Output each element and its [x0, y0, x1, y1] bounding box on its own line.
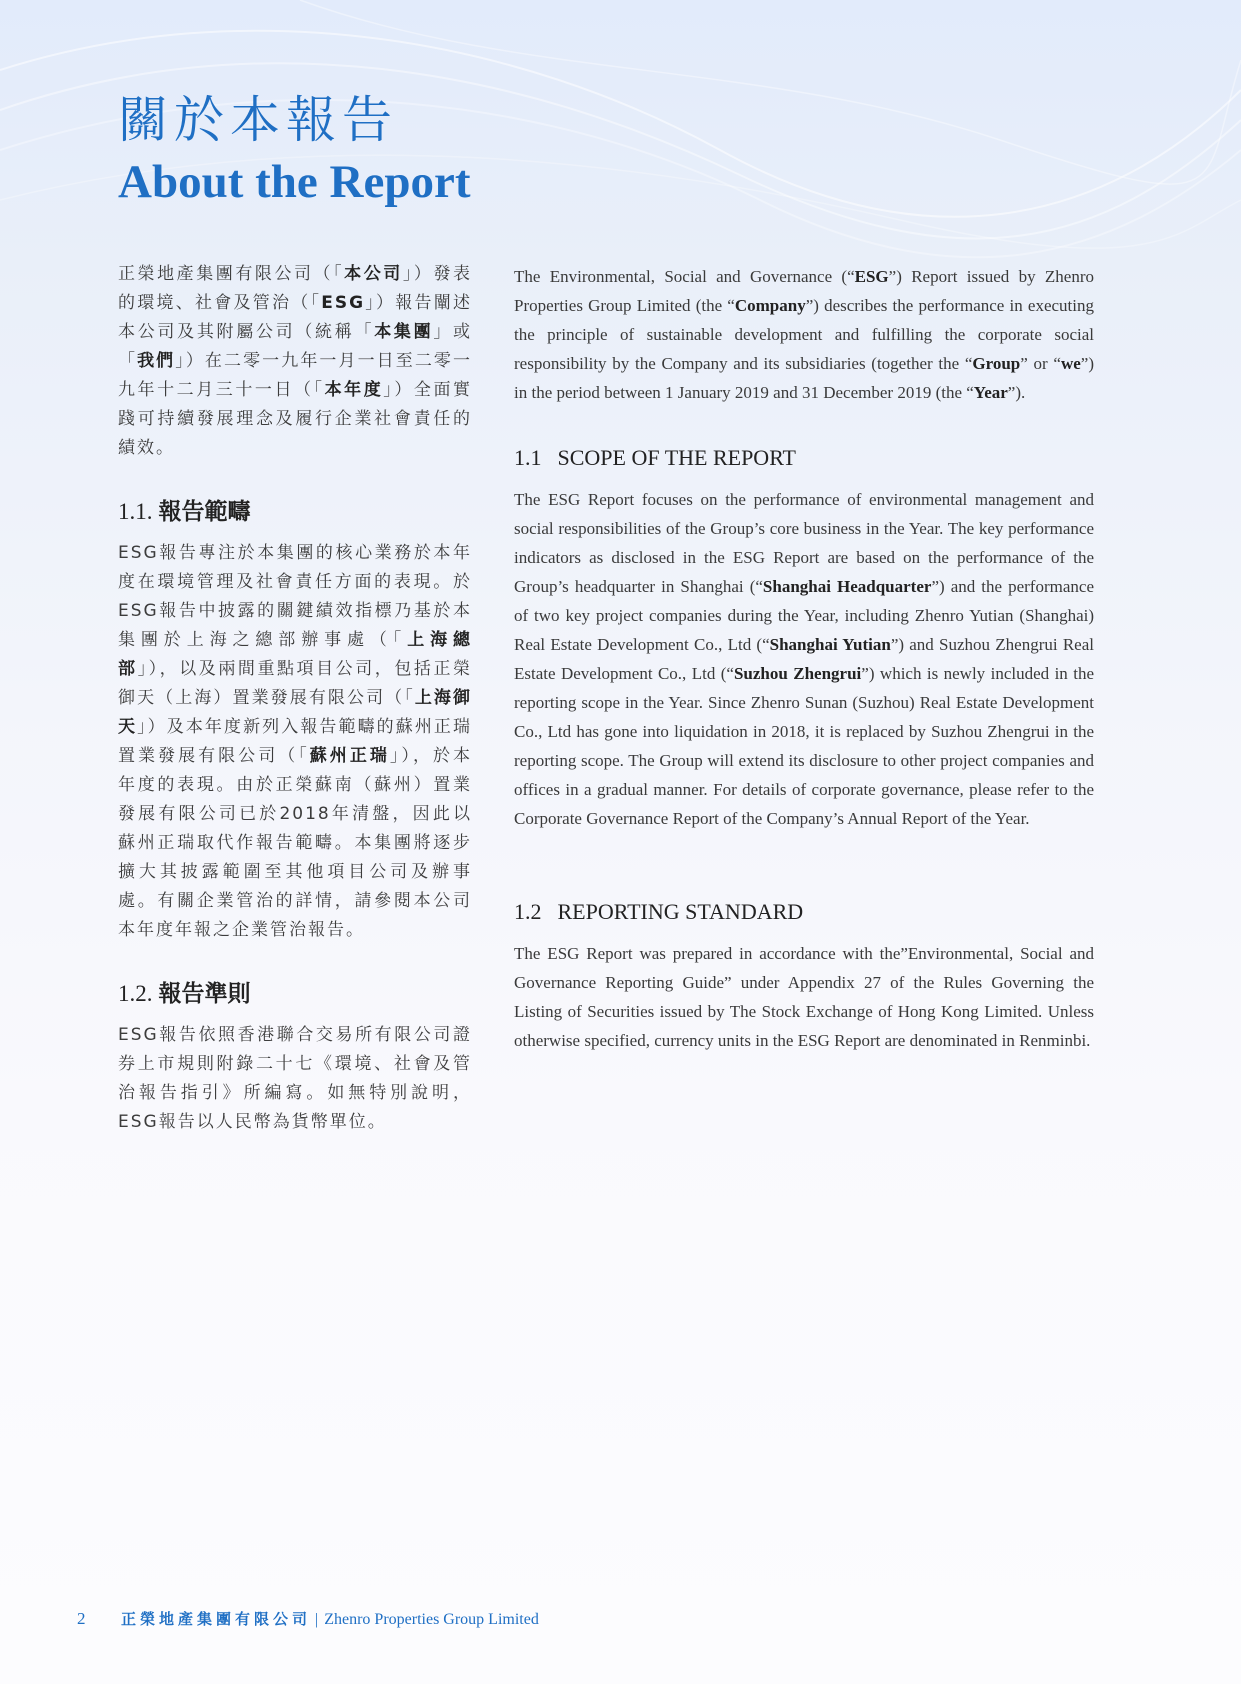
- page-title-en: About the Report: [118, 156, 471, 208]
- section-heading-scope-en: 1.1 SCOPE OF THE REPORT: [514, 445, 796, 470]
- standard-paragraph-en: The ESG Report was prepared in accordance with the”Environmental, Social and Governance Reporting Guide” under Appendix 27 of the Rules Governing the Listing of Securities issued by The Stock Exchange of Hong Kong Limited. Unless otherwise specified, currency units in the ESG Report are denominated in Renminbi.: [514, 944, 1094, 1050]
- intro-paragraph-zh: 正榮地產集團有限公司（「本公司」）發表的環境、社會及管治（「ESG」）報告闡述本公司及其附屬公司（統稱「本集團」或「我們」）在二零一九年一月一日至二零一九年十二月三十一日（「本年度」）全面實踐可持續發展理念及履行企業社會責任的績效。: [118, 264, 473, 458]
- chinese-column: [118, 260, 472, 1137]
- page-footer: [77, 1608, 539, 1632]
- intro-paragraph-en: The Environmental, Social and Governance (“ESG”) Report issued by Zhenro Properties Group Limited (the “Company”) describes the performance in executing the principle of sustainable development and fulfilling the corporate social responsibility by the Company and its subsidiaries (together the “Group” or “we”) in the period between 1 January 2019 and 31 December 2019 (the “Year”).: [514, 267, 1094, 402]
- page-title-zh: 關於本報告: [118, 91, 398, 149]
- english-column: [514, 262, 1094, 1055]
- page-header: [118, 90, 470, 212]
- scope-paragraph-en: The ESG Report focuses on the performance of environmental management and social responsibilities of the Group’s core business in the Year. The key performance indicators as disclosed in the ESG Report are based on the performance of the Group’s headquarter in Shanghai (“Shanghai Headquarter”) and the performance of two key project companies during the Year, including Zhenro Yutian (Shanghai) Real Estate Development Co., Ltd (“Shanghai Yutian”) and Suzhou Zhengrui Real Estate Development Co., Ltd (“Suzhou Zhengrui”) which is newly included in the reporting scope in the Year. Since Zhenro Sunan (Suzhou) Real Estate Development Co., Ltd has gone into liquidation in 2018, it is replaced by Suzhou Zhengrui in the reporting scope. The Group will extend its disclosure to other project companies and offices in a gradual manner. For details of corporate governance, please refer to the Corporate Governance Report of the Company’s Annual Report of the Year.: [514, 490, 1094, 828]
- page-number: 2: [77, 1609, 86, 1628]
- footer-company-name-en: Zhenro Properties Group Limited: [324, 1611, 539, 1628]
- scope-paragraph-zh: ESG報告專注於本集團的核心業務於本年度在環境管理及社會責任方面的表現。於ESG報告中披露的關鍵績效指標乃基於本集團於上海之總部辦事處（「上海總部」），以及兩間重點項目公司，包括正榮御天（上海）置業發展有限公司（「上海御天」）及本年度新列入報告範疇的蘇州正瑞置業發展有限公司（「蘇州正瑞」），於本年度的表現。由於正榮蘇南（蘇州）置業發展有限公司已於2018年清盤，因此以蘇州正瑞取代作報告範疇。本集團將逐步擴大其披露範圍至其他項目公司及辦事處。有關企業管治的詳情，請參閱本公司本年度年報之企業管治報告。: [118, 543, 473, 940]
- footer-separator: |: [315, 1611, 319, 1628]
- section-heading-standard-en: 1.2 REPORTING STANDARD: [514, 899, 804, 924]
- section-heading-scope-zh: 1.1. 報告範疇: [118, 499, 251, 525]
- section-heading-standard-zh: 1.2. 報告準則: [118, 981, 251, 1007]
- standard-paragraph-zh: ESG報告依照香港聯合交易所有限公司證券上市規則附錄二十七《環境、社會及管治報告指引》所編寫。如無特別說明，ESG報告以人民幣為貨幣單位。: [118, 1025, 472, 1132]
- footer-company-name-zh: 正榮地產集團有限公司: [121, 1610, 312, 1628]
